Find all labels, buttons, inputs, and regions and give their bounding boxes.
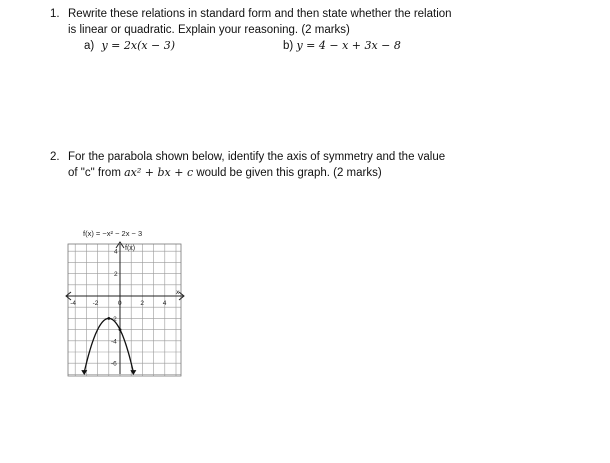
part-a xyxy=(84,38,175,54)
x-axis-label: x xyxy=(176,289,180,296)
origin-label: 0 xyxy=(118,300,122,307)
question-2-line-2 xyxy=(68,165,382,181)
x-tick-label: -2 xyxy=(92,300,99,307)
question-2-number: 2. xyxy=(50,151,60,163)
question-2 xyxy=(50,149,610,183)
question-2-line-1: For the parabola shown below, identify the axis of symmetry and the value xyxy=(68,151,446,163)
y-tick-labels xyxy=(111,249,118,368)
question-1-line-1: Rewrite these relations in standard form and then state whether the relation xyxy=(68,8,452,20)
question-2-expression: ax² + bx + c xyxy=(124,166,194,179)
y-axis-label: f(x) xyxy=(125,245,136,252)
function-label: f(x) = −x² − 2x − 3 xyxy=(83,229,143,238)
part-b-expression: y = 4 − x + 3x − 8 xyxy=(296,39,401,52)
x-tick-label: 2 xyxy=(140,300,145,307)
part-b xyxy=(283,38,401,54)
y-tick-label: -4 xyxy=(111,338,117,346)
y-tick-label: 4 xyxy=(114,248,118,256)
part-b-label: b) xyxy=(283,40,294,52)
question-2-line-2-suffix: would be given this graph. (2 marks) xyxy=(196,167,382,179)
y-tick-label: 2 xyxy=(114,271,118,279)
x-tick-label: -4 xyxy=(70,300,76,307)
part-a-label: a) xyxy=(84,40,95,52)
grid-border xyxy=(68,244,181,376)
x-tick-label: 4 xyxy=(162,300,167,307)
y-tick-label: -2 xyxy=(111,315,117,323)
grid xyxy=(68,244,181,376)
question-1 xyxy=(50,6,610,66)
y-tick-label: -6 xyxy=(111,360,117,368)
question-1-number: 1. xyxy=(50,8,60,20)
part-a-expression: y = 2x(x − 3) xyxy=(101,39,176,52)
vertex-point xyxy=(107,317,110,320)
question-1-line-2: is linear or quadratic. Explain your reasoning. (2 marks) xyxy=(68,24,350,36)
question-2-line-2-prefix: of "c" from xyxy=(68,167,121,179)
axes xyxy=(66,242,184,374)
y-intercept-point xyxy=(119,328,122,331)
parabola-graph xyxy=(60,224,190,382)
